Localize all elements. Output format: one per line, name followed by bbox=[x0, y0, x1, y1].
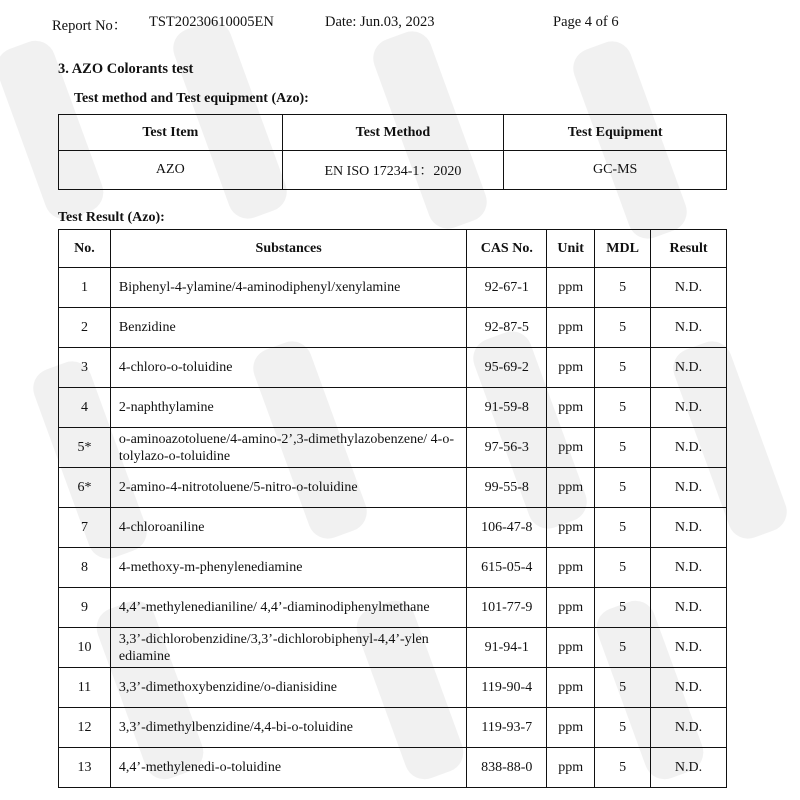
row-cas-no: 838-88-0 bbox=[467, 748, 547, 788]
row-no: 1 bbox=[59, 268, 111, 308]
row-substance: 4,4’-methylenedi-o-toluidine bbox=[110, 748, 466, 788]
row-cas-no: 119-90-4 bbox=[467, 668, 547, 708]
row-substance: 4-chloro-o-toluidine bbox=[110, 348, 466, 388]
row-result: N.D. bbox=[651, 268, 727, 308]
row-result: N.D. bbox=[651, 308, 727, 348]
row-unit: ppm bbox=[547, 708, 595, 748]
row-cas-no: 119-93-7 bbox=[467, 708, 547, 748]
row-mdl: 5 bbox=[595, 348, 651, 388]
header-substances: Substances bbox=[110, 230, 466, 268]
row-unit: ppm bbox=[547, 668, 595, 708]
table-row bbox=[59, 668, 727, 708]
row-result: N.D. bbox=[651, 508, 727, 548]
table-row bbox=[59, 388, 727, 428]
method-header-row bbox=[59, 115, 727, 151]
row-mdl: 5 bbox=[595, 628, 651, 668]
row-result: N.D. bbox=[651, 388, 727, 428]
row-cas-no: 92-67-1 bbox=[467, 268, 547, 308]
report-date: Date: Jun.03, 2023 bbox=[325, 14, 435, 30]
row-substance: 2-amino-4-nitrotoluene/5-nitro-o-toluidine bbox=[110, 468, 466, 508]
table-row bbox=[59, 588, 727, 628]
row-cas-no: 99-55-8 bbox=[467, 468, 547, 508]
header-no: No. bbox=[59, 230, 111, 268]
row-mdl: 5 bbox=[595, 428, 651, 468]
section-title: 3. AZO Colorants test bbox=[58, 61, 194, 77]
row-unit: ppm bbox=[547, 348, 595, 388]
row-mdl: 5 bbox=[595, 308, 651, 348]
table-row bbox=[59, 468, 727, 508]
header-mdl: MDL bbox=[595, 230, 651, 268]
row-unit: ppm bbox=[547, 628, 595, 668]
header-test-item: Test Item bbox=[59, 115, 283, 151]
test-equipment: GC-MS bbox=[504, 151, 727, 190]
row-unit: ppm bbox=[547, 308, 595, 348]
row-cas-no: 101-77-9 bbox=[467, 588, 547, 628]
row-substance: 3,3’-dimethoxybenzidine/o-dianisidine bbox=[110, 668, 466, 708]
table-row bbox=[59, 348, 727, 388]
row-mdl: 5 bbox=[595, 708, 651, 748]
row-no: 3 bbox=[59, 348, 111, 388]
method-table bbox=[58, 114, 727, 190]
row-unit: ppm bbox=[547, 468, 595, 508]
row-mdl: 5 bbox=[595, 588, 651, 628]
header-test-method: Test Method bbox=[282, 115, 504, 151]
row-cas-no: 97-56-3 bbox=[467, 428, 547, 468]
table-row bbox=[59, 268, 727, 308]
row-no: 4 bbox=[59, 388, 111, 428]
row-cas-no: 106-47-8 bbox=[467, 508, 547, 548]
row-result: N.D. bbox=[651, 548, 727, 588]
row-no: 13 bbox=[59, 748, 111, 788]
row-no: 2 bbox=[59, 308, 111, 348]
table-row bbox=[59, 308, 727, 348]
header-unit: Unit bbox=[547, 230, 595, 268]
table-row bbox=[59, 628, 727, 668]
row-cas-no: 91-94-1 bbox=[467, 628, 547, 668]
row-substance: 3,3’-dimethylbenzidine/4,4-bi-o-toluidine bbox=[110, 708, 466, 748]
row-mdl: 5 bbox=[595, 468, 651, 508]
row-no: 6* bbox=[59, 468, 111, 508]
row-substance: Biphenyl-4-ylamine/4-aminodiphenyl/xenylamine bbox=[110, 268, 466, 308]
row-substance: 4-chloroaniline bbox=[110, 508, 466, 548]
row-result: N.D. bbox=[651, 348, 727, 388]
row-no: 10 bbox=[59, 628, 111, 668]
method-row bbox=[59, 151, 727, 190]
row-mdl: 5 bbox=[595, 268, 651, 308]
row-cas-no: 92-87-5 bbox=[467, 308, 547, 348]
header-test-equipment: Test Equipment bbox=[504, 115, 727, 151]
table-row bbox=[59, 748, 727, 788]
row-no: 11 bbox=[59, 668, 111, 708]
row-result: N.D. bbox=[651, 628, 727, 668]
row-substance: Benzidine bbox=[110, 308, 466, 348]
result-table bbox=[58, 229, 727, 788]
header-result: Result bbox=[651, 230, 727, 268]
row-result: N.D. bbox=[651, 428, 727, 468]
row-mdl: 5 bbox=[595, 548, 651, 588]
row-unit: ppm bbox=[547, 388, 595, 428]
method-title: Test method and Test equipment (Azo): bbox=[74, 91, 309, 106]
row-result: N.D. bbox=[651, 588, 727, 628]
row-result: N.D. bbox=[651, 708, 727, 748]
row-substance: 4,4’-methylenedianiline/ 4,4’-diaminodiphenylmethane bbox=[110, 588, 466, 628]
result-header-row bbox=[59, 230, 727, 268]
report-no: TST20230610005EN bbox=[149, 14, 274, 30]
row-mdl: 5 bbox=[595, 508, 651, 548]
table-row bbox=[59, 428, 727, 468]
row-result: N.D. bbox=[651, 468, 727, 508]
row-no: 5* bbox=[59, 428, 111, 468]
row-no: 12 bbox=[59, 708, 111, 748]
row-unit: ppm bbox=[547, 268, 595, 308]
row-cas-no: 95-69-2 bbox=[467, 348, 547, 388]
table-row bbox=[59, 708, 727, 748]
test-item: AZO bbox=[59, 151, 283, 190]
row-substance: 3,3’-dichlorobenzidine/3,3’-dichlorobiphenyl-4,4’-ylen ediamine bbox=[110, 628, 466, 668]
test-method: EN ISO 17234-1：2020 bbox=[282, 151, 504, 190]
row-no: 9 bbox=[59, 588, 111, 628]
row-no: 8 bbox=[59, 548, 111, 588]
result-title: Test Result (Azo): bbox=[58, 210, 165, 225]
row-unit: ppm bbox=[547, 548, 595, 588]
row-unit: ppm bbox=[547, 588, 595, 628]
row-substance: 2-naphthylamine bbox=[110, 388, 466, 428]
header-cas-no: CAS No. bbox=[467, 230, 547, 268]
table-row bbox=[59, 548, 727, 588]
row-cas-no: 615-05-4 bbox=[467, 548, 547, 588]
row-mdl: 5 bbox=[595, 668, 651, 708]
row-unit: ppm bbox=[547, 428, 595, 468]
row-result: N.D. bbox=[651, 748, 727, 788]
report-no-label: Report No： bbox=[52, 18, 128, 34]
row-substance: 4-methoxy-m-phenylenediamine bbox=[110, 548, 466, 588]
row-unit: ppm bbox=[547, 748, 595, 788]
row-mdl: 5 bbox=[595, 748, 651, 788]
table-row bbox=[59, 508, 727, 548]
row-unit: ppm bbox=[547, 508, 595, 548]
row-substance: o-aminoazotoluene/4-amino-2’,3-dimethylazobenzene/ 4-o-tolylazo-o-toluidine bbox=[110, 428, 466, 468]
row-no: 7 bbox=[59, 508, 111, 548]
page-number: Page 4 of 6 bbox=[553, 14, 619, 30]
row-mdl: 5 bbox=[595, 388, 651, 428]
row-cas-no: 91-59-8 bbox=[467, 388, 547, 428]
row-result: N.D. bbox=[651, 668, 727, 708]
